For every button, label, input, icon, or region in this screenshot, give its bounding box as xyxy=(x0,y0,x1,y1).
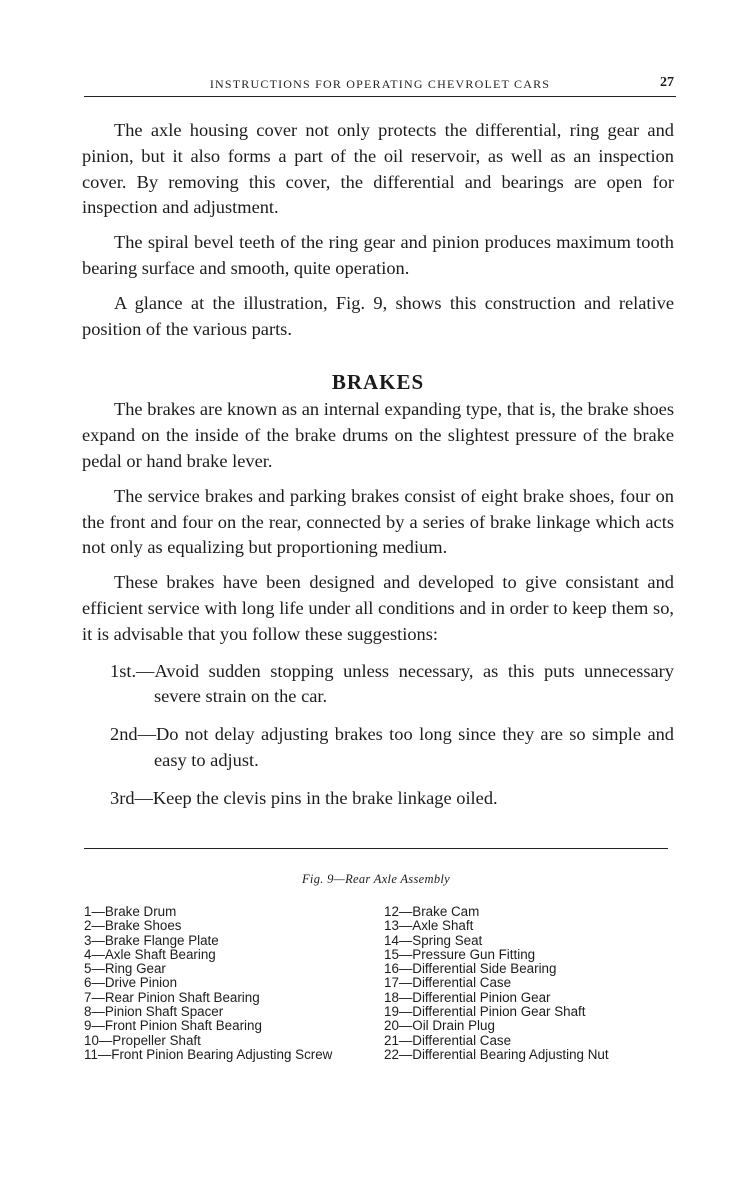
paragraph-illustration: A glance at the illustration, Fig. 9, shows this construction and relative position of the various parts. xyxy=(82,292,674,339)
legend-item: 22—Differential Bearing Adjusting Nut xyxy=(384,1046,609,1062)
paragraph-spiral-bevel: The spiral bevel teeth of the ring gear and pinion produces maximum tooth bearing surface and smooth, quite operation. xyxy=(82,232,674,278)
paragraph-brakes-type: The brakes are known as an internal expanding type, that is, the brake shoes expand on the inside of the brake drums on the slightest pressure of the brake pedal or hand brake lever. xyxy=(82,399,674,471)
suggestion-item: 2nd—Do not delay adjusting brakes too long since they are so simple and easy to adjust. xyxy=(110,724,674,770)
body-text xyxy=(82,118,674,824)
legend-item: 5—Ring Gear xyxy=(84,961,166,977)
paragraph-brakes-shoes: The service brakes and parking brakes consist of eight brake shoes, four on the front and four on the rear, connected by a series of brake linkage which acts not only as equalizing but proportioning medium. xyxy=(82,485,674,558)
figure-divider xyxy=(84,848,668,849)
legend-item: 3—Brake Flange Plate xyxy=(84,932,219,948)
legend-item: 7—Rear Pinion Shaft Bearing xyxy=(84,989,260,1005)
suggestion-item: 3rd—Keep the clevis pins in the brake linkage oiled. xyxy=(110,787,498,808)
legend-item: 4—Axle Shaft Bearing xyxy=(84,946,216,962)
page-header xyxy=(84,74,676,97)
legend-item: 18—Differential Pinion Gear xyxy=(384,989,551,1005)
legend-item: 21—Differential Case xyxy=(384,1032,512,1048)
legend-item: 17—Differential Case xyxy=(384,975,512,991)
legend-item: 6—Drive Pinion xyxy=(84,975,178,991)
legend-item: 10—Propeller Shaft xyxy=(84,1032,201,1048)
running-head: INSTRUCTIONS FOR OPERATING CHEVROLET CARS xyxy=(209,77,551,91)
legend-item: 12—Brake Cam xyxy=(384,904,480,919)
legend-item: 9—Front Pinion Shaft Bearing xyxy=(84,1018,262,1034)
legend-item: 14—Spring Seat xyxy=(384,932,483,948)
legend-item: 8—Pinion Shaft Spacer xyxy=(84,1004,224,1020)
legend-item: 20—Oil Drain Plug xyxy=(384,1018,495,1034)
legend-item: 2—Brake Shoes xyxy=(84,918,182,934)
suggestion-item: 1st.—Avoid sudden stopping unless necessary, as this puts unnecessary severe strain on the car. xyxy=(110,660,674,707)
paragraph-brakes-service: These brakes have been designed and developed to give consistant and efficient service with long life under all conditions and in order to keep them so, it is advisable that you follow these suggestions: xyxy=(82,572,674,644)
legend-item: 15—Pressure Gun Fitting xyxy=(384,946,536,962)
legend-item: 19—Differential Pinion Gear Shaft xyxy=(384,1004,586,1020)
section-heading-brakes: BRAKES xyxy=(331,370,425,395)
figure-caption: Fig. 9—Rear Axle Assembly xyxy=(302,872,450,886)
page-number: 27 xyxy=(660,75,674,90)
legend-item: 11—Front Pinion Bearing Adjusting Screw xyxy=(84,1046,333,1062)
legend-item: 16—Differential Side Bearing xyxy=(384,961,557,977)
legend-item: 13—Axle Shaft xyxy=(384,918,474,934)
legend-item: 1—Brake Drum xyxy=(84,904,177,919)
figure-legend-left xyxy=(84,905,374,1062)
paragraph-axle-housing: The axle housing cover not only protects the differential, ring gear and pinion, but it also forms a part of the oil reservoir, as well as an inspection cover. By removing this cover, the differential and bearings are open for inspection and adjustment. xyxy=(82,120,674,218)
figure-legend-right xyxy=(384,905,674,1062)
